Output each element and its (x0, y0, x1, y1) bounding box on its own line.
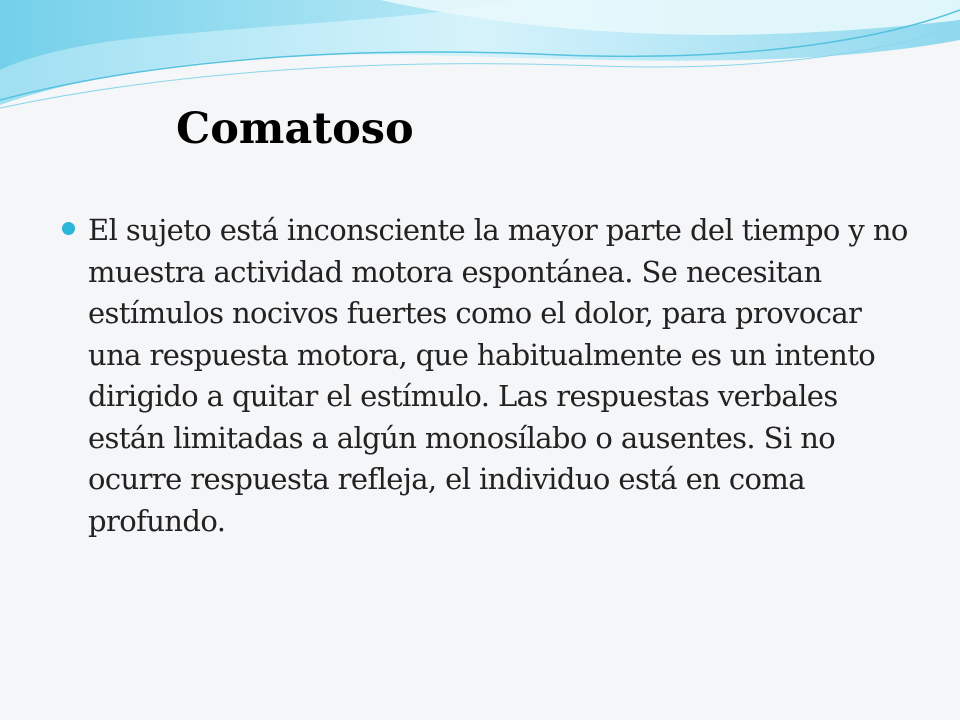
bullet-item (62, 210, 922, 542)
bullet-text: El sujeto está inconsciente la mayor parte del tiempo y no muestra actividad motora espontánea. Se necesitan estímulos nocivos fuertes como el dolor, para provocar una respuesta motora, que habitualmente es un intento dirigido a quitar el estímulo. Las respuestas verbales están limitadas a algún monosílabo o ausentes. Si no ocurre respuesta refleja, el individuo está en coma profundo. (88, 213, 908, 538)
bullet-list (62, 210, 922, 542)
slide-title: Comatoso (176, 104, 414, 154)
header-wave-decoration (0, 0, 960, 120)
bullet-dot-icon (62, 222, 75, 235)
